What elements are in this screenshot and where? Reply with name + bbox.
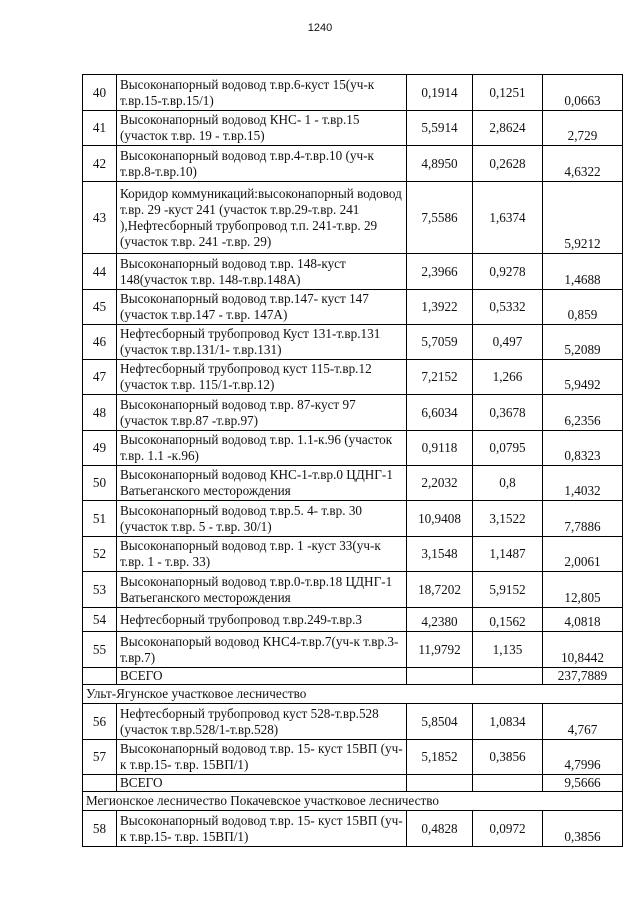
object-name-cell: Высоконапорный водовод т.вр. 15- куст 15ВП (уч-к т.вр.15- т.вр. 15ВП/1) (117, 740, 407, 775)
value-3-cell: 7,7886 (543, 501, 623, 537)
value-1-cell: 0,4828 (407, 811, 473, 847)
object-name-cell: Нефтесборный трубопровод т.вр.249-т.вр.3 (117, 608, 407, 632)
value-2-cell: 2,8624 (473, 111, 543, 146)
value-1-cell: 1,3922 (407, 290, 473, 325)
row-number-cell: 47 (83, 360, 117, 395)
object-name-cell: Высоконапорный водовод т.вр.0-т.вр.18 ЦДНГ-1 Ватьеганского месторождения (117, 572, 407, 608)
value-1-cell: 3,1548 (407, 537, 473, 572)
value-1-cell: 10,9408 (407, 501, 473, 537)
table-row (83, 254, 623, 290)
table-body (83, 75, 623, 847)
value-1-cell: 4,2380 (407, 608, 473, 632)
row-number-cell: 52 (83, 537, 117, 572)
empty-cell (83, 668, 117, 685)
value-1-cell: 11,9792 (407, 632, 473, 668)
row-number-cell: 42 (83, 146, 117, 182)
value-2-cell: 0,3856 (473, 740, 543, 775)
value-1-cell: 5,5914 (407, 111, 473, 146)
table-row (83, 290, 623, 325)
value-2-cell: 5,9152 (473, 572, 543, 608)
value-1-cell: 5,1852 (407, 740, 473, 775)
value-3-cell: 0,0663 (543, 75, 623, 111)
table-row (83, 325, 623, 360)
table-row (83, 501, 623, 537)
value-1-cell: 0,1914 (407, 75, 473, 111)
value-1-cell: 2,3966 (407, 254, 473, 290)
table-row (83, 572, 623, 608)
row-number-cell: 55 (83, 632, 117, 668)
value-3-cell: 4,7996 (543, 740, 623, 775)
object-name-cell: Высоконапорный водовод т.вр.147- куст 147 (участок т.вр.147 - т.вр. 147А) (117, 290, 407, 325)
value-2-cell: 0,8 (473, 466, 543, 501)
value-3-cell: 5,9212 (543, 182, 623, 254)
pipelines-table (82, 74, 623, 847)
object-name-cell: Высоконапорный водовод т.вр. 15- куст 15ВП (уч-к т.вр.15- т.вр. 15ВП/1) (117, 811, 407, 847)
empty-cell (473, 668, 543, 685)
value-1-cell: 7,2152 (407, 360, 473, 395)
value-3-cell: 2,729 (543, 111, 623, 146)
value-2-cell: 0,1562 (473, 608, 543, 632)
table-row (83, 360, 623, 395)
row-number-cell: 51 (83, 501, 117, 537)
total-row (83, 668, 623, 685)
table-row (83, 111, 623, 146)
value-1-cell: 2,2032 (407, 466, 473, 501)
row-number-cell: 50 (83, 466, 117, 501)
total-label-cell: ВСЕГО (117, 668, 407, 685)
section-header-row (83, 685, 623, 704)
value-3-cell: 1,4032 (543, 466, 623, 501)
value-3-cell: 0,3856 (543, 811, 623, 847)
value-3-cell: 4,0818 (543, 608, 623, 632)
value-2-cell: 0,1251 (473, 75, 543, 111)
value-2-cell: 0,2628 (473, 146, 543, 182)
object-name-cell: Нефтесборный трубопровод куст 528-т.вр.528 (участок т.вр.528/1-т.вр.528) (117, 704, 407, 740)
value-2-cell: 1,1487 (473, 537, 543, 572)
object-name-cell: Высоконапорный водовод т.вр.4-т.вр.10 (уч-к т.вр.8-т.вр.10) (117, 146, 407, 182)
table-row (83, 182, 623, 254)
row-number-cell: 56 (83, 704, 117, 740)
table-row (83, 75, 623, 111)
value-2-cell: 1,6374 (473, 182, 543, 254)
object-name-cell: Высоконапорный водовод т.вр.6-куст 15(уч-к т.вр.15-т.вр.15/1) (117, 75, 407, 111)
value-3-cell: 6,2356 (543, 395, 623, 431)
value-3-cell: 0,8323 (543, 431, 623, 466)
table-row (83, 146, 623, 182)
empty-cell (407, 668, 473, 685)
empty-cell (473, 775, 543, 792)
object-name-cell: Высоконапорный водовод т.вр. 87-куст 97 (участок т.вр.87 -т.вр.97) (117, 395, 407, 431)
row-number-cell: 57 (83, 740, 117, 775)
value-3-cell: 4,767 (543, 704, 623, 740)
object-name-cell: Высоконапорный водовод т.вр. 148-куст 148(участок т.вр. 148-т.вр.148А) (117, 254, 407, 290)
table-row (83, 537, 623, 572)
total-value-cell: 237,7889 (543, 668, 623, 685)
value-3-cell: 4,6322 (543, 146, 623, 182)
object-name-cell: Нефтесборный трубопровод Куст 131-т.вр.131 (участок т.вр.131/1- т.вр.131) (117, 325, 407, 360)
object-name-cell: Высоконапорный водовод т.вр.5. 4- т.вр. 30 (участок т.вр. 5 - т.вр. 30/1) (117, 501, 407, 537)
table-row (83, 466, 623, 501)
table-row (83, 740, 623, 775)
section-header-cell: Мегионское лесничество Покачевское участковое лесничество (83, 792, 623, 811)
value-3-cell: 5,2089 (543, 325, 623, 360)
value-2-cell: 3,1522 (473, 501, 543, 537)
row-number-cell: 49 (83, 431, 117, 466)
object-name-cell: Высоконапорый водовод КНС4-т.вр.7(уч-к т.вр.3-т.вр.7) (117, 632, 407, 668)
value-2-cell: 1,0834 (473, 704, 543, 740)
value-2-cell: 0,497 (473, 325, 543, 360)
value-1-cell: 18,7202 (407, 572, 473, 608)
row-number-cell: 44 (83, 254, 117, 290)
empty-cell (407, 775, 473, 792)
value-3-cell: 0,859 (543, 290, 623, 325)
row-number-cell: 45 (83, 290, 117, 325)
value-3-cell: 2,0061 (543, 537, 623, 572)
total-label-cell: ВСЕГО (117, 775, 407, 792)
value-2-cell: 1,266 (473, 360, 543, 395)
value-3-cell: 10,8442 (543, 632, 623, 668)
object-name-cell: Высоконапорный водовод т.вр. 1.1-к.96 (участок т.вр. 1.1 -к.96) (117, 431, 407, 466)
value-1-cell: 0,9118 (407, 431, 473, 466)
value-3-cell: 12,805 (543, 572, 623, 608)
table-row (83, 811, 623, 847)
table-row (83, 704, 623, 740)
section-header-row (83, 792, 623, 811)
object-name-cell: Высоконапорный водовод т.вр. 1 -куст 33(уч-к т.вр. 1 - т.вр. 33) (117, 537, 407, 572)
value-2-cell: 0,0972 (473, 811, 543, 847)
object-name-cell: Коридор коммуникаций:высоконапорный водовод т.вр. 29 -куст 241 (участок т.вр.29-т.вр. 241 ),Нефтесборный трубопровод т.п. 241-т.вр. 29 (участок т.вр. 241 -т.вр. 29) (117, 182, 407, 254)
value-2-cell: 0,3678 (473, 395, 543, 431)
empty-cell (83, 775, 117, 792)
row-number-cell: 53 (83, 572, 117, 608)
row-number-cell: 40 (83, 75, 117, 111)
total-row (83, 775, 623, 792)
value-2-cell: 0,9278 (473, 254, 543, 290)
table-row (83, 431, 623, 466)
row-number-cell: 46 (83, 325, 117, 360)
value-2-cell: 0,0795 (473, 431, 543, 466)
table-row (83, 395, 623, 431)
value-2-cell: 1,135 (473, 632, 543, 668)
row-number-cell: 54 (83, 608, 117, 632)
value-1-cell: 7,5586 (407, 182, 473, 254)
table-row (83, 608, 623, 632)
section-header-cell: Ульт-Ягунское участковое лесничество (83, 685, 623, 704)
row-number-cell: 58 (83, 811, 117, 847)
table-row (83, 632, 623, 668)
object-name-cell: Высоконапорный водовод КНС-1-т.вр.0 ЦДНГ-1 Ватьеганского месторождения (117, 466, 407, 501)
page-number: 1240 (307, 22, 333, 34)
row-number-cell: 41 (83, 111, 117, 146)
value-3-cell: 1,4688 (543, 254, 623, 290)
value-1-cell: 5,8504 (407, 704, 473, 740)
row-number-cell: 48 (83, 395, 117, 431)
value-1-cell: 4,8950 (407, 146, 473, 182)
value-1-cell: 6,6034 (407, 395, 473, 431)
object-name-cell: Нефтесборный трубопровод куст 115-т.вр.12 (участок т.вр. 115/1-т.вр.12) (117, 360, 407, 395)
value-3-cell: 5,9492 (543, 360, 623, 395)
object-name-cell: Высоконапорный водовод КНС- 1 - т.вр.15 (участок т.вр. 19 - т.вр.15) (117, 111, 407, 146)
row-number-cell: 43 (83, 182, 117, 254)
value-2-cell: 0,5332 (473, 290, 543, 325)
value-1-cell: 5,7059 (407, 325, 473, 360)
total-value-cell: 9,5666 (543, 775, 623, 792)
